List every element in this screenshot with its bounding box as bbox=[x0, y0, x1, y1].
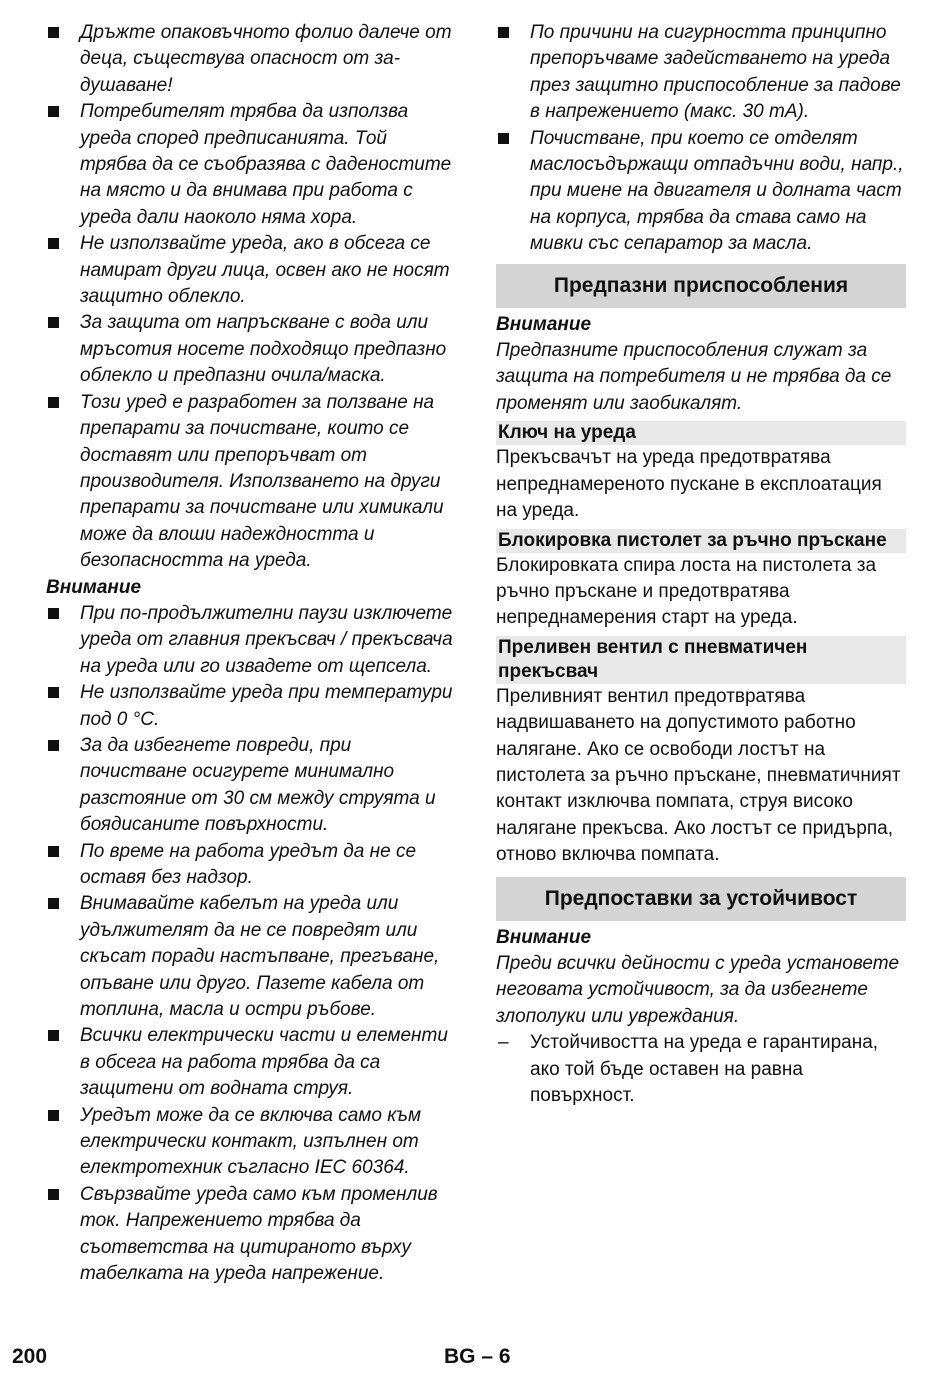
list-item-text: Потребителят трябва да използва уреда според предписанията. Той трябва да се съобразява с даденостите на място и да внимава при работа с уреда дали наоколо няма хора. bbox=[80, 101, 452, 228]
right-column bbox=[496, 20, 906, 1109]
bullet-square-icon bbox=[48, 898, 59, 909]
list-item bbox=[46, 1182, 458, 1288]
bullet-square-icon bbox=[48, 1189, 59, 1200]
page-number: 200 bbox=[12, 1345, 48, 1368]
list-item bbox=[46, 1023, 458, 1102]
list-item bbox=[46, 310, 458, 389]
subsection-text-gun-lock: Блокировката спира лоста на пистолета за ръчно пръскане и предотвратява непреднамерения старт на уреда. bbox=[496, 554, 877, 629]
list-item bbox=[46, 891, 458, 1023]
caution-heading: Внимание bbox=[496, 926, 592, 948]
dash-bullet-icon: – bbox=[498, 1032, 509, 1054]
list-item bbox=[46, 680, 458, 733]
list-item-text: Уредът може да се включва само към електрически контакт, изпълнен от електротехник съгласно IEC 60364. bbox=[80, 1104, 421, 1179]
list-item-text: При по-продължителни паузи изключете уреда от главния прекъсвач / прекъсвача на уреда или го извадете от щепсела. bbox=[80, 602, 453, 677]
bullet-square-icon bbox=[48, 687, 59, 698]
safety-list-general bbox=[46, 20, 458, 575]
section-code: BG – 6 bbox=[444, 1345, 511, 1368]
list-item bbox=[46, 601, 458, 680]
caution-text: Предпазните приспособления служат за защита на потребителя и не трябва да се променят или заобикалят. bbox=[496, 340, 892, 414]
list-item-text: Почистване, при което се отделят маслосъдържащи отпадъчни води, напр., при миене на двигателя и долната част на корпуса, трябва да става само на мивки със сепаратор за масла. bbox=[530, 127, 904, 255]
list-item-text: Този уред е разработен за ползване на препарати за почистване, които се доставят или препоръчват от производителя. Използването на други препарати за почистване или химикали може да влоши надеждността и безопасността на уреда. bbox=[80, 391, 444, 572]
bullet-square-icon bbox=[48, 317, 59, 328]
bullet-square-icon bbox=[48, 740, 59, 751]
stability-list bbox=[496, 1030, 906, 1109]
list-item-text: Всички електрически части и елементи в обсега на работа трябва да са защитени от водната струя. bbox=[80, 1025, 448, 1100]
caution-text: Преди всички дейности с уреда установете неговата устойчивост, за да избегнете злополуки или увреждания. bbox=[496, 952, 900, 1027]
list-item-text: По причини на сигурността принципно препоръчваме задействането на уреда през защитно приспособление за падове в напрежението (макс. 30 mA). bbox=[530, 22, 901, 123]
list-item-text: За защита от напръскване с вода или мръсотия носете подходящо предпазно облекло и предпазни очила/маска. bbox=[80, 312, 447, 387]
bullet-square-icon bbox=[48, 846, 59, 857]
list-item bbox=[46, 1103, 458, 1182]
bullet-square-icon bbox=[498, 133, 509, 144]
left-column bbox=[46, 20, 458, 1288]
subsection-text-device-switch: Прекъсвачът на уреда предотвратява непреднамереното пускане в експлоатация на уреда. bbox=[496, 447, 882, 522]
list-item bbox=[46, 99, 458, 231]
list-item-text: Не използвайте уреда, ако в обсега се намират други лица, освен ако не носят защитно облекло. bbox=[80, 233, 450, 308]
list-item bbox=[46, 733, 458, 839]
subsection-text-overflow-valve: Преливният вентил предотвратява надвишаването на допустимото работно налягане. Ако се освободи лостът на пистолета за ръчно пръскане, пневматичният контакт изключва помпата, струя високо налягане прекъсва. Ако лостът се придърпа, отново включва помпата. bbox=[496, 685, 901, 866]
subsection-title-device-switch: Ключ на уреда bbox=[496, 421, 906, 445]
bullet-square-icon bbox=[48, 1110, 59, 1121]
section-title-stability: Предпоставки за устойчивост bbox=[496, 877, 906, 921]
caution-heading: Внимание bbox=[46, 576, 142, 598]
subsection-title-gun-lock: Блокировка пистолет за ръчно пръскане bbox=[496, 529, 906, 553]
list-item bbox=[496, 1030, 906, 1109]
bullet-square-icon bbox=[48, 397, 59, 408]
list-item-text: По време на работа уредът да не се оставя без надзор. bbox=[80, 840, 417, 888]
list-item-text: Свързвайте уреда само към променлив ток. Напрежението трябва да съответства на цитираното върху табелката на уреда напрежение. bbox=[80, 1183, 438, 1285]
bullet-square-icon bbox=[498, 27, 509, 38]
bullet-square-icon bbox=[48, 1030, 59, 1041]
list-item-text: Внимавайте кабелът на уреда или удължителят да не се повредят или скъсат поради настъпване, прегъване, опъване или друго. Пазете кабела от топлина, масла и остри ръбове. bbox=[80, 893, 440, 1021]
list-item bbox=[46, 231, 458, 310]
bullet-square-icon bbox=[48, 238, 59, 249]
bullet-square-icon bbox=[48, 608, 59, 619]
caution-heading: Внимание bbox=[496, 313, 592, 335]
bullet-square-icon bbox=[48, 27, 59, 38]
list-item bbox=[46, 20, 458, 99]
bullet-square-icon bbox=[48, 106, 59, 117]
list-item bbox=[46, 390, 458, 575]
safety-list-caution bbox=[46, 601, 458, 1288]
safety-list-electrical bbox=[496, 20, 906, 258]
list-item bbox=[496, 20, 906, 126]
list-item bbox=[46, 839, 458, 892]
list-item-text: За да избегнете повреди, при почистване осигурете минимално разстояние от 30 см между струята и боядисаните повърхности. bbox=[80, 734, 436, 836]
subsection-title-overflow-valve: Преливен вентил с пневматичен прекъсвач bbox=[496, 636, 906, 684]
list-item-text: Не използвайте уреда при температури под 0 °C. bbox=[80, 682, 453, 730]
section-title-safety-devices: Предпазни приспособления bbox=[496, 264, 906, 308]
list-item-text: Устойчивостта на уреда е гарантирана, ако той бъде оставен на равна повърхност. bbox=[530, 1032, 879, 1106]
list-item bbox=[496, 126, 906, 258]
list-item-text: Дръжте опаковъчното фолио далече от деца, съществува опасност от задушаване! bbox=[80, 22, 452, 96]
